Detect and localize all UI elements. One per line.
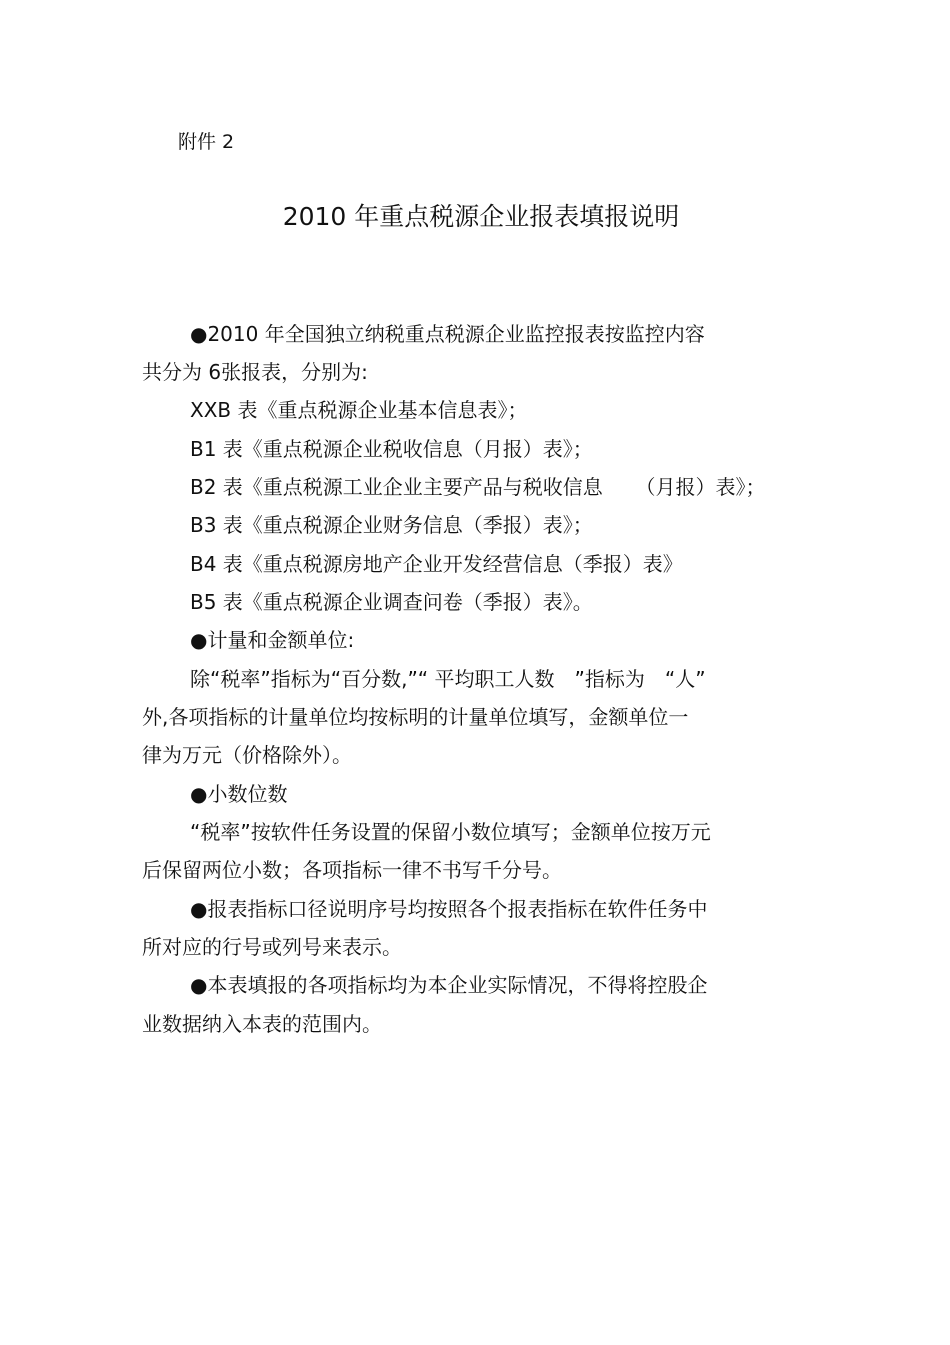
report-item-b5: B5 表《重点税源企业调查问卷（季报）表》。 (190, 590, 593, 614)
report-item-b1: B1 表《重点税源企业税收信息（月报）表》； (190, 437, 593, 461)
numbering-line-2: 所对应的行号或列号来表示。 (142, 935, 402, 959)
intro-line-1: ●2010 年全国独立纳税重点税源企业监控报表按监控内容 (190, 322, 705, 346)
report-item-b2: B2 表《重点税源工业企业主要产品与税收信息 （月报）表》； (190, 475, 766, 499)
scope-line-1: ●本表填报的各项指标均为本企业实际情况，不得将控股企 (190, 973, 708, 997)
intro-line-2: 共分为 6张报表，分别为: (142, 360, 368, 384)
decimals-line-2: 后保留两位小数；各项指标一律不书写千分号。 (142, 858, 562, 882)
decimals-heading: ●小数位数 (190, 782, 288, 806)
page-title: 2010 年重点税源企业报表填报说明 (282, 202, 680, 231)
attachment-label: 附件 2 (178, 131, 235, 153)
units-line-3: 律为万元（价格除外）。 (142, 743, 352, 767)
numbering-line-1: ●报表指标口径说明序号均按照各个报表指标在软件任务中 (190, 897, 708, 921)
report-item-xxb: XXB 表《重点税源企业基本信息表》； (190, 398, 528, 422)
units-line-1: 除“税率”指标为“百分数,”“ 平均职工人数 ”指标为 “人” (190, 667, 706, 691)
units-line-2: 外,各项指标的计量单位均按标明的计量单位填写，金额单位一 (142, 705, 689, 729)
report-item-b4: B4 表《重点税源房地产企业开发经营信息（季报）表》 (190, 552, 683, 576)
decimals-line-1: “税率”按软件任务设置的保留小数位填写；金额单位按万元 (190, 820, 711, 844)
report-item-b3: B3 表《重点税源企业财务信息（季报）表》； (190, 513, 593, 537)
units-heading: ●计量和金额单位: (190, 628, 355, 652)
scope-line-2: 业数据纳入本表的范围内。 (142, 1012, 382, 1036)
